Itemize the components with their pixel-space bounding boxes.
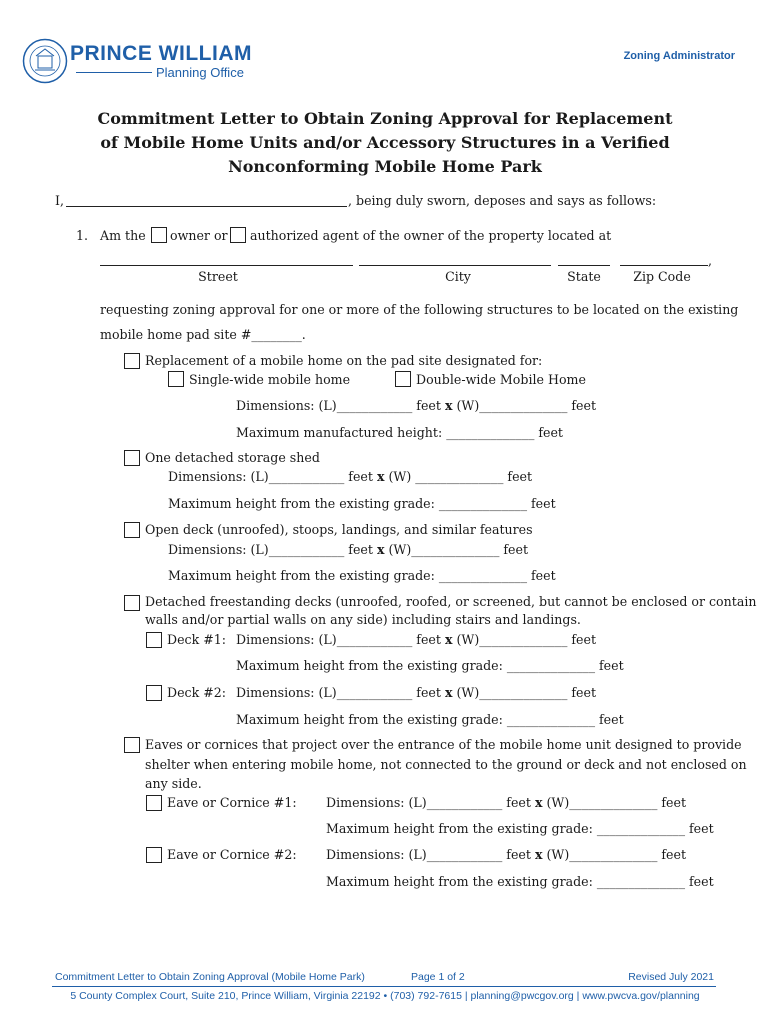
pad-site-text: mobile home pad site #________. (100, 327, 306, 342)
by-x: x (444, 398, 453, 413)
address-comma: , (708, 253, 713, 268)
am-the-label: Am the (100, 228, 146, 243)
single-wide-checkbox[interactable] (168, 371, 184, 387)
eave1-checkbox[interactable] (146, 795, 162, 811)
requesting-text: requesting zoning approval for one or more of the following structures to be located on the existing (100, 302, 739, 317)
by-x: x (534, 795, 543, 810)
footer-page-number: Page 1 of 2 (411, 971, 465, 983)
length-text: Dimensions: (L)____________ feet (326, 847, 531, 862)
single-wide-label: Single-wide mobile home (189, 372, 351, 387)
eaves-line-2: shelter when entering mobile home, not connected to the ground or deck and not enclosed on (145, 757, 747, 772)
replacement-dimensions (236, 398, 596, 414)
logo-subtitle: Planning Office (156, 65, 244, 80)
logo-name: PRINCE WILLIAM (70, 42, 252, 65)
replacement-checkbox[interactable] (124, 353, 140, 369)
width-text: (W)______________ feet (546, 847, 687, 862)
document-title-line-2: of Mobile Home Units and/or Accessory Structures in a Verified (100, 133, 670, 152)
open-deck-dimensions (168, 542, 528, 558)
by-x: x (376, 542, 385, 557)
length-text: Dimensions: (L)____________ feet (236, 632, 441, 647)
shed-dimensions (168, 469, 532, 485)
item-number: 1. (76, 228, 89, 243)
length-text: Dimensions: (L)____________ feet (236, 398, 441, 413)
deck2-dimensions (236, 685, 596, 701)
eaves-line-3: any side. (145, 776, 202, 791)
footer-revised: Revised July 2021 (628, 971, 714, 983)
zip-label: Zip Code (633, 269, 691, 284)
state-label: State (567, 269, 601, 284)
by-x: x (444, 685, 453, 700)
deck1-label: Deck #1: (167, 632, 227, 647)
freestanding-line-1: Detached freestanding decks (unroofed, roofed, or screened, but cannot be enclosed or contain (145, 594, 757, 609)
freestanding-checkbox[interactable] (124, 595, 140, 611)
street-label: Street (198, 269, 238, 284)
double-wide-label: Double-wide Mobile Home (416, 372, 586, 387)
sworn-name-field[interactable] (66, 206, 347, 207)
city-label: City (445, 269, 471, 284)
eaves-checkbox[interactable] (124, 737, 140, 753)
eave2-label: Eave or Cornice #2: (167, 847, 297, 862)
eave2-checkbox[interactable] (146, 847, 162, 863)
open-deck-label: Open deck (unroofed), stoops, landings, and similar features (145, 522, 533, 537)
footer-address: 5 County Complex Court, Suite 210, Prince William, Virginia 22192 • (703) 792-7615 | planning@pwcgov.org | www.pwcva.gov/planning (70, 990, 700, 1002)
owner-checkbox[interactable] (151, 227, 167, 243)
width-text: (W) ______________ feet (388, 469, 533, 484)
county-seal-logo (22, 38, 68, 84)
intro-suffix: , being duly sworn, deposes and says as follows: (348, 193, 657, 208)
replacement-max-height: Maximum manufactured height: ______________ feet (236, 425, 563, 440)
double-wide-checkbox[interactable] (395, 371, 411, 387)
replacement-label: Replacement of a mobile home on the pad site designated for: (145, 353, 543, 368)
length-text: Dimensions: (L)____________ feet (168, 469, 373, 484)
deck1-dimensions (236, 632, 596, 648)
eave1-label: Eave or Cornice #1: (167, 795, 297, 810)
agent-checkbox[interactable] (230, 227, 246, 243)
shed-label: One detached storage shed (145, 450, 320, 465)
width-text: (W)______________ feet (388, 542, 529, 557)
zip-field[interactable] (620, 265, 708, 266)
freestanding-line-2: walls and/or partial walls on any side) including stairs and landings. (145, 612, 581, 627)
agent-label: authorized agent of the owner of the property located at (250, 228, 612, 243)
deck1-checkbox[interactable] (146, 632, 162, 648)
eave1-dimensions (326, 795, 686, 811)
deck2-max-height: Maximum height from the existing grade: ______________ feet (236, 712, 624, 727)
logo-divider (76, 72, 152, 73)
eave1-max-height: Maximum height from the existing grade: ______________ feet (326, 821, 714, 836)
open-deck-checkbox[interactable] (124, 522, 140, 538)
eave2-max-height: Maximum height from the existing grade: ______________ feet (326, 874, 714, 889)
eaves-line-1: Eaves or cornices that project over the entrance of the mobile home unit designed to provide (145, 737, 742, 752)
street-field[interactable] (100, 265, 353, 266)
by-x: x (376, 469, 385, 484)
document-title-line-3: Nonconforming Mobile Home Park (228, 157, 542, 176)
city-field[interactable] (359, 265, 551, 266)
length-text: Dimensions: (L)____________ feet (236, 685, 441, 700)
by-x: x (534, 847, 543, 862)
width-text: (W)______________ feet (456, 632, 597, 647)
shed-max-height: Maximum height from the existing grade: ______________ feet (168, 496, 556, 511)
deck1-max-height: Maximum height from the existing grade: ______________ feet (236, 658, 624, 673)
deck2-checkbox[interactable] (146, 685, 162, 701)
width-text: (W)______________ feet (456, 685, 597, 700)
length-text: Dimensions: (L)____________ feet (326, 795, 531, 810)
deck2-label: Deck #2: (167, 685, 227, 700)
length-text: Dimensions: (L)____________ feet (168, 542, 373, 557)
owner-label: owner or (170, 228, 228, 243)
by-x: x (444, 632, 453, 647)
eave2-dimensions (326, 847, 686, 863)
header-right-label: Zoning Administrator (623, 50, 735, 62)
width-text: (W)______________ feet (546, 795, 687, 810)
footer-divider (52, 986, 716, 987)
open-deck-max-height: Maximum height from the existing grade: ______________ feet (168, 568, 556, 583)
shed-checkbox[interactable] (124, 450, 140, 466)
footer-left: Commitment Letter to Obtain Zoning Approval (Mobile Home Park) (55, 971, 365, 983)
intro-prefix: I, (55, 193, 64, 208)
width-text: (W)______________ feet (456, 398, 597, 413)
document-title-line-1: Commitment Letter to Obtain Zoning Approval for Replacement (97, 109, 673, 128)
state-field[interactable] (558, 265, 610, 266)
